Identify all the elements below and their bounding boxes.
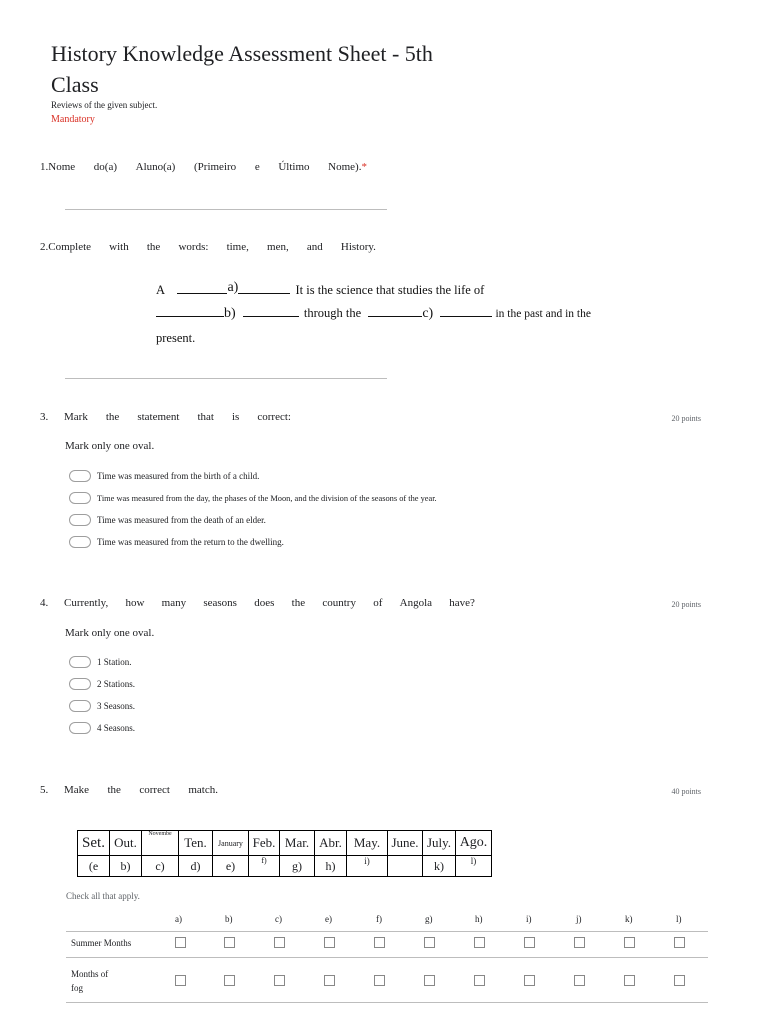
checkbox[interactable] — [624, 975, 635, 986]
letter-cell: d) — [179, 856, 213, 877]
grid-header — [0, 914, 768, 928]
q1-word: Aluno(a) — [135, 161, 176, 173]
month-cell: Mar. — [280, 831, 315, 856]
grid-col-label: c) — [275, 914, 282, 924]
radio-oval[interactable] — [69, 536, 91, 548]
required-asterisk: * — [361, 161, 367, 173]
letter-cell: (e — [78, 856, 110, 877]
checkbox[interactable] — [175, 937, 186, 948]
checkbox[interactable] — [574, 975, 585, 986]
checkbox[interactable] — [274, 975, 285, 986]
letter-cell: b) — [110, 856, 142, 877]
month-cell: Ten. — [179, 831, 213, 856]
month-cell: Set. — [78, 831, 110, 856]
radio-oval[interactable] — [69, 722, 91, 734]
checkbox[interactable] — [524, 937, 535, 948]
radio-oval[interactable] — [69, 492, 91, 504]
q5-number: 5. — [40, 784, 49, 796]
form-title: History Knowledge Assessment Sheet - 5th Class — [51, 41, 433, 97]
grid-row-fog — [0, 975, 768, 989]
letter-cell: c) — [142, 856, 179, 877]
letter-cell: e) — [213, 856, 249, 877]
q1-word: do(a) — [93, 161, 117, 173]
checkbox[interactable] — [624, 937, 635, 948]
q2-fill-image: A a) It is the science that studies the life of b) through the c) in the past and in the present. — [156, 280, 591, 345]
checkbox[interactable] — [224, 937, 235, 948]
radio-option[interactable]: 4 Seasons. — [69, 721, 135, 735]
q3-options — [69, 469, 437, 549]
q3-title: Mark the statement that is correct: — [64, 411, 291, 423]
letter-cell: l) — [456, 856, 492, 877]
grid-col-label: j) — [576, 914, 582, 924]
grid-row-label: Summer Months — [71, 938, 132, 948]
letter-cell: g) — [280, 856, 315, 877]
radio-option[interactable]: Time was measured from the birth of a child. — [69, 469, 437, 483]
radio-oval[interactable] — [69, 700, 91, 712]
month-cell: Feb. — [249, 831, 280, 856]
month-cell: June. — [388, 831, 423, 856]
grid-col-label: h) — [475, 914, 483, 924]
radio-option[interactable]: 2 Stations. — [69, 677, 135, 691]
radio-option[interactable]: 3 Seasons. — [69, 699, 135, 713]
month-cell: May. — [347, 831, 388, 856]
q5-points: 40 points — [671, 787, 701, 796]
q3-hint: Mark only one oval. — [65, 440, 155, 452]
checkbox[interactable] — [424, 937, 435, 948]
q2-title: 2.Complete with the words: time, men, and History. — [40, 241, 376, 253]
month-cell: Novembe — [142, 831, 179, 856]
q1-word: (Primeiro — [194, 161, 237, 173]
checkbox[interactable] — [175, 975, 186, 986]
grid-row-label: Months of fog — [71, 969, 109, 993]
q2-answer-input[interactable] — [65, 378, 387, 379]
q1-word: Nome). — [328, 161, 362, 173]
radio-oval[interactable] — [69, 470, 91, 482]
months-table — [77, 830, 492, 877]
grid-divider — [66, 1002, 708, 1003]
radio-oval[interactable] — [69, 656, 91, 668]
radio-option[interactable]: 1 Station. — [69, 655, 135, 669]
month-cell: Out. — [110, 831, 142, 856]
grid-divider — [66, 957, 708, 958]
q1-title — [40, 161, 367, 173]
radio-option[interactable]: Time was measured from the death of an elder. — [69, 513, 437, 527]
q4-hint: Mark only one oval. — [65, 627, 155, 639]
letter-cell: h) — [315, 856, 347, 877]
letter-cell: i) — [347, 856, 388, 877]
q5-hint: Check all that apply. — [66, 891, 140, 901]
checkbox[interactable] — [274, 937, 285, 948]
checkbox[interactable] — [424, 975, 435, 986]
grid-divider — [66, 931, 708, 932]
grid-col-label: f) — [376, 914, 382, 924]
radio-option[interactable]: Time was measured from the day, the phases of the Moon, and the division of the seasons of the year. — [69, 491, 437, 505]
grid-col-label: a) — [175, 914, 182, 924]
checkbox[interactable] — [374, 975, 385, 986]
checkbox[interactable] — [374, 937, 385, 948]
q4-title: Currently, how many seasons does the country of Angola have? — [64, 597, 475, 609]
checkbox[interactable] — [574, 937, 585, 948]
radio-oval[interactable] — [69, 678, 91, 690]
grid-col-label: g) — [425, 914, 433, 924]
q1-word: 1.Nome — [40, 161, 76, 173]
letter-cell: f) — [249, 856, 280, 877]
checkbox[interactable] — [674, 937, 685, 948]
month-cell: Ago. — [456, 831, 492, 856]
mandatory-notice: Mandatory — [51, 114, 95, 125]
q1-word: Último — [278, 161, 310, 173]
grid-col-label: k) — [625, 914, 633, 924]
month-cell: July. — [423, 831, 456, 856]
q4-points: 20 points — [671, 600, 701, 609]
checkbox[interactable] — [524, 975, 535, 986]
month-cell: Abr. — [315, 831, 347, 856]
grid-col-label: b) — [225, 914, 233, 924]
form-description: Reviews of the given subject. — [51, 100, 158, 110]
checkbox[interactable] — [674, 975, 685, 986]
q4-number: 4. — [40, 597, 49, 609]
radio-oval[interactable] — [69, 514, 91, 526]
q4-options — [69, 655, 135, 735]
radio-option[interactable]: Time was measured from the return to the dwelling. — [69, 535, 437, 549]
q1-word: e — [254, 161, 260, 173]
letter-cell — [388, 856, 423, 877]
checkbox[interactable] — [474, 937, 485, 948]
month-cell: January — [213, 831, 249, 856]
grid-row-summer — [0, 937, 768, 951]
checkbox[interactable] — [324, 975, 335, 986]
checkbox[interactable] — [474, 975, 485, 986]
q3-points: 20 points — [671, 414, 701, 423]
q3-number: 3. — [40, 411, 49, 423]
q5-title: Make the correct match. — [64, 784, 218, 796]
q1-answer-input[interactable] — [65, 209, 387, 210]
grid-col-label: i) — [526, 914, 532, 924]
letter-cell: k) — [423, 856, 456, 877]
checkbox[interactable] — [324, 937, 335, 948]
grid-col-label: l) — [676, 914, 682, 924]
checkbox[interactable] — [224, 975, 235, 986]
grid-col-label: e) — [325, 914, 332, 924]
